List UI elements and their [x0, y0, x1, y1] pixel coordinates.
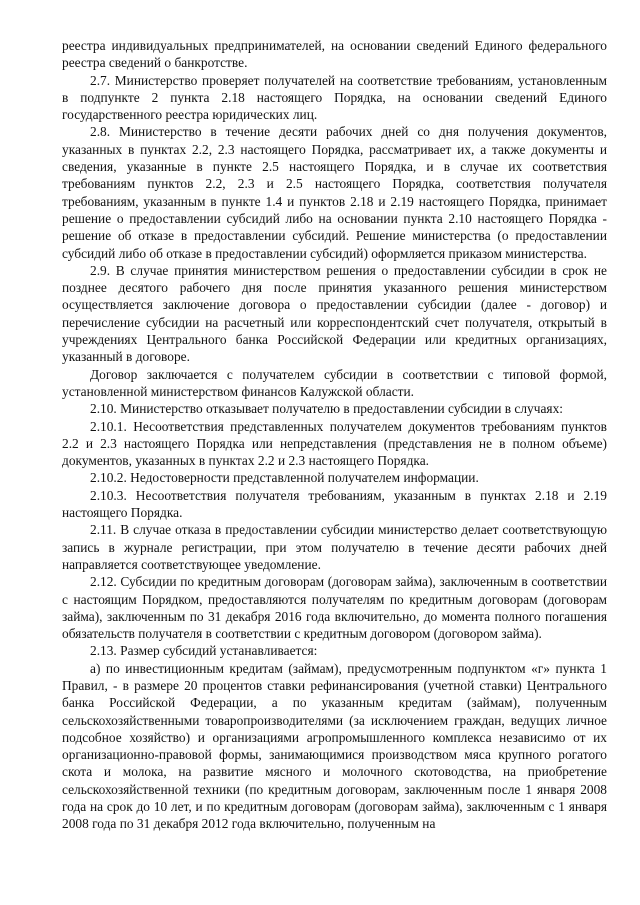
paragraph-2-13-a: а) по инвестиционным кредитам (займам), предусмотренным подпунктом «г» пункта 1 Правил, - в размере 20 процентов ставки рефинансирования (учетной ставки) Центрального банка Российской Федерации, а по указанным кредитам (займам), полученным сельскохозяйственными товаропроизводителями (за исключением граждан, ведущих личное подсобное хозяйство) и организациями агропромышленного комплекса независимо от их организационно-правовой формы, занимающимися производством мяса крупного рогатого скота и молока, на развитие мясного и молочного скотоводства, на приобретение сельскохозяйственной техники (по кредитным договорам, заключенным после 1 января 2008 года на срок до 10 лет, и по кредитным договорам (договорам займа), заключенным с 1 января 2008 года по 31 декабря 2012 года включительно, полученным на [62, 660, 607, 832]
paragraph-2-8: 2.8. Министерство в течение десяти рабочих дней со дня получения документов, указанных в пунктах 2.2, 2.3 настоящего Порядка, рассматривает их, а также документы и сведения, указанные в пункте 2.5 настоящего Порядка, и в случае их соответствия требованиям пунктов 2.2, 2.3 и 2.5 настоящего Порядка, соответствия получателя требованиям, указанным в пункте 1.4 и пунктов 2.18 и 2.19 настоящего Порядка, принимает решение о предоставлении субсидий либо на основании пункта 2.10 настоящего Порядка - решение об отказе в предоставлении субсидий. Решение министерства (о предоставлении субсидий либо об отказе в предоставлении субсидий) оформляется приказом министерства. [62, 124, 607, 261]
paragraph-2-11: 2.11. В случае отказа в предоставлении субсидии министерство делает соответствующую запись в журнале регистрации, при этом получателю в течение десяти рабочих дней направляется соответствующее уведомление. [62, 522, 607, 572]
document-page [62, 37, 607, 833]
paragraph-2-10-3: 2.10.3. Несоответствия получателя требованиям, указанным в пунктах 2.18 и 2.19 настоящего Порядка. [62, 487, 607, 521]
paragraph-contract: Договор заключается с получателем субсидии в соответствии с типовой формой, установленной министерством финансов Калужской области. [62, 366, 607, 399]
paragraph-2-10-1: 2.10.1. Несоответствия представленных получателем документов требованиям пунктов 2.2 и 2.3 настоящего Порядка или непредставления (представления не в полном объеме) документов, указанных в пунктах 2.2 и 2.3 настоящего Порядка. [62, 418, 607, 469]
paragraph-2-10-2: 2.10.2. Недостоверности представленной получателем информации. [90, 470, 479, 486]
paragraph-2-9: 2.9. В случае принятия министерством решения о предоставлении субсидии в срок не позднее десятого рабочего дня после принятия указанного решения министерством осуществляется заключение договора о предоставлении субсидии (далее - договор) и перечисление субсидии на расчетный или корреспондентский счет получателя, открытый в учреждениях Центрального банка Российской Федерации или кредитных организациях, указанный в договоре. [62, 262, 607, 365]
paragraph-2-10: 2.10. Министерство отказывает получателю в предоставлении субсидии в случаях: [90, 401, 563, 417]
paragraph-continuation: реестра индивидуальных предпринимателей, на основании сведений Единого федерального реестра сведений о банкротстве. [62, 38, 607, 71]
paragraph-2-13: 2.13. Размер субсидий устанавливается: [90, 643, 318, 659]
paragraph-2-12: 2.12. Субсидии по кредитным договорам (договорам займа), заключенным в соответствии с настоящим Порядком, предоставляются получателям по кредитным договорам (договорам займа), заключенным по 31 декабря 2016 года включительно, до момента полного погашения обязательств получателя в соответствии с кредитным договором (договором займа). [62, 574, 607, 642]
paragraph-2-7: 2.7. Министерство проверяет получателей на соответствие требованиям, установленным в подпункте 2 пункта 2.18 настоящего Порядка, на основании сведений Единого государственного реестра юридических лиц. [62, 72, 607, 123]
